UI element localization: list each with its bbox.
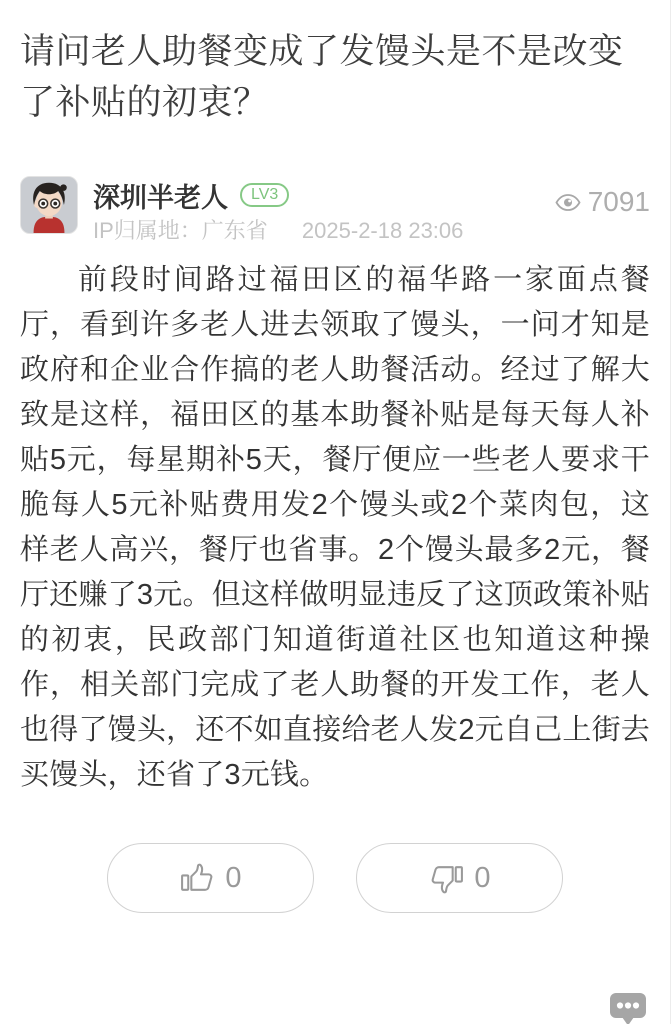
thumbs-down-icon [428,860,465,897]
avatar-illustration [21,177,77,233]
author-row [93,179,289,211]
eye-icon [555,194,581,211]
post-title: 请问老人助餐变成了发馒头是不是改变了补贴的初衷？ [20,32,624,122]
post-meta [93,214,463,245]
post-timestamp: 2025-2-18 23:06 [301,218,464,243]
vote-actions [0,843,670,913]
comment-bubble-icon[interactable] [609,992,647,1024]
dislike-button[interactable] [356,843,563,913]
author-avatar[interactable] [20,176,78,234]
like-button[interactable] [107,843,314,913]
ip-location: IP归属地：广东省 [93,218,268,243]
thumbs-up-icon [179,860,216,897]
view-counter [555,186,650,218]
like-count: 0 [225,861,242,894]
author-username[interactable]: 深圳半老人 [93,182,228,213]
level-badge: LV3 [240,183,289,207]
dislike-count: 0 [474,861,491,894]
post-body: 前段时间路过福田区的福华路一家面点餐厅，看到许多老人进去领取了馒头，一问才知是政府和企业合作搞的老人助餐活动。经过了解大致是这样，福田区的基本助餐补贴是每天每人补贴5元，每星期补5天，餐厅便应一些老人要求干脆每人5元补贴费用发2个馒头或2个菜肉包，这样老人高兴，餐厅也省事。2个馒头最多2元，餐厅还赚了3元。但这样做明显违反了这顶政策补贴的初衷，民政部门知道街道社区也知道这种操作，相关部门完成了老人助餐的开发工作，老人也得了馒头，还不如直接给老人发2元自己上街去买馒头，还省了3元钱。 [20,264,650,791]
view-count: 7091 [587,186,650,217]
